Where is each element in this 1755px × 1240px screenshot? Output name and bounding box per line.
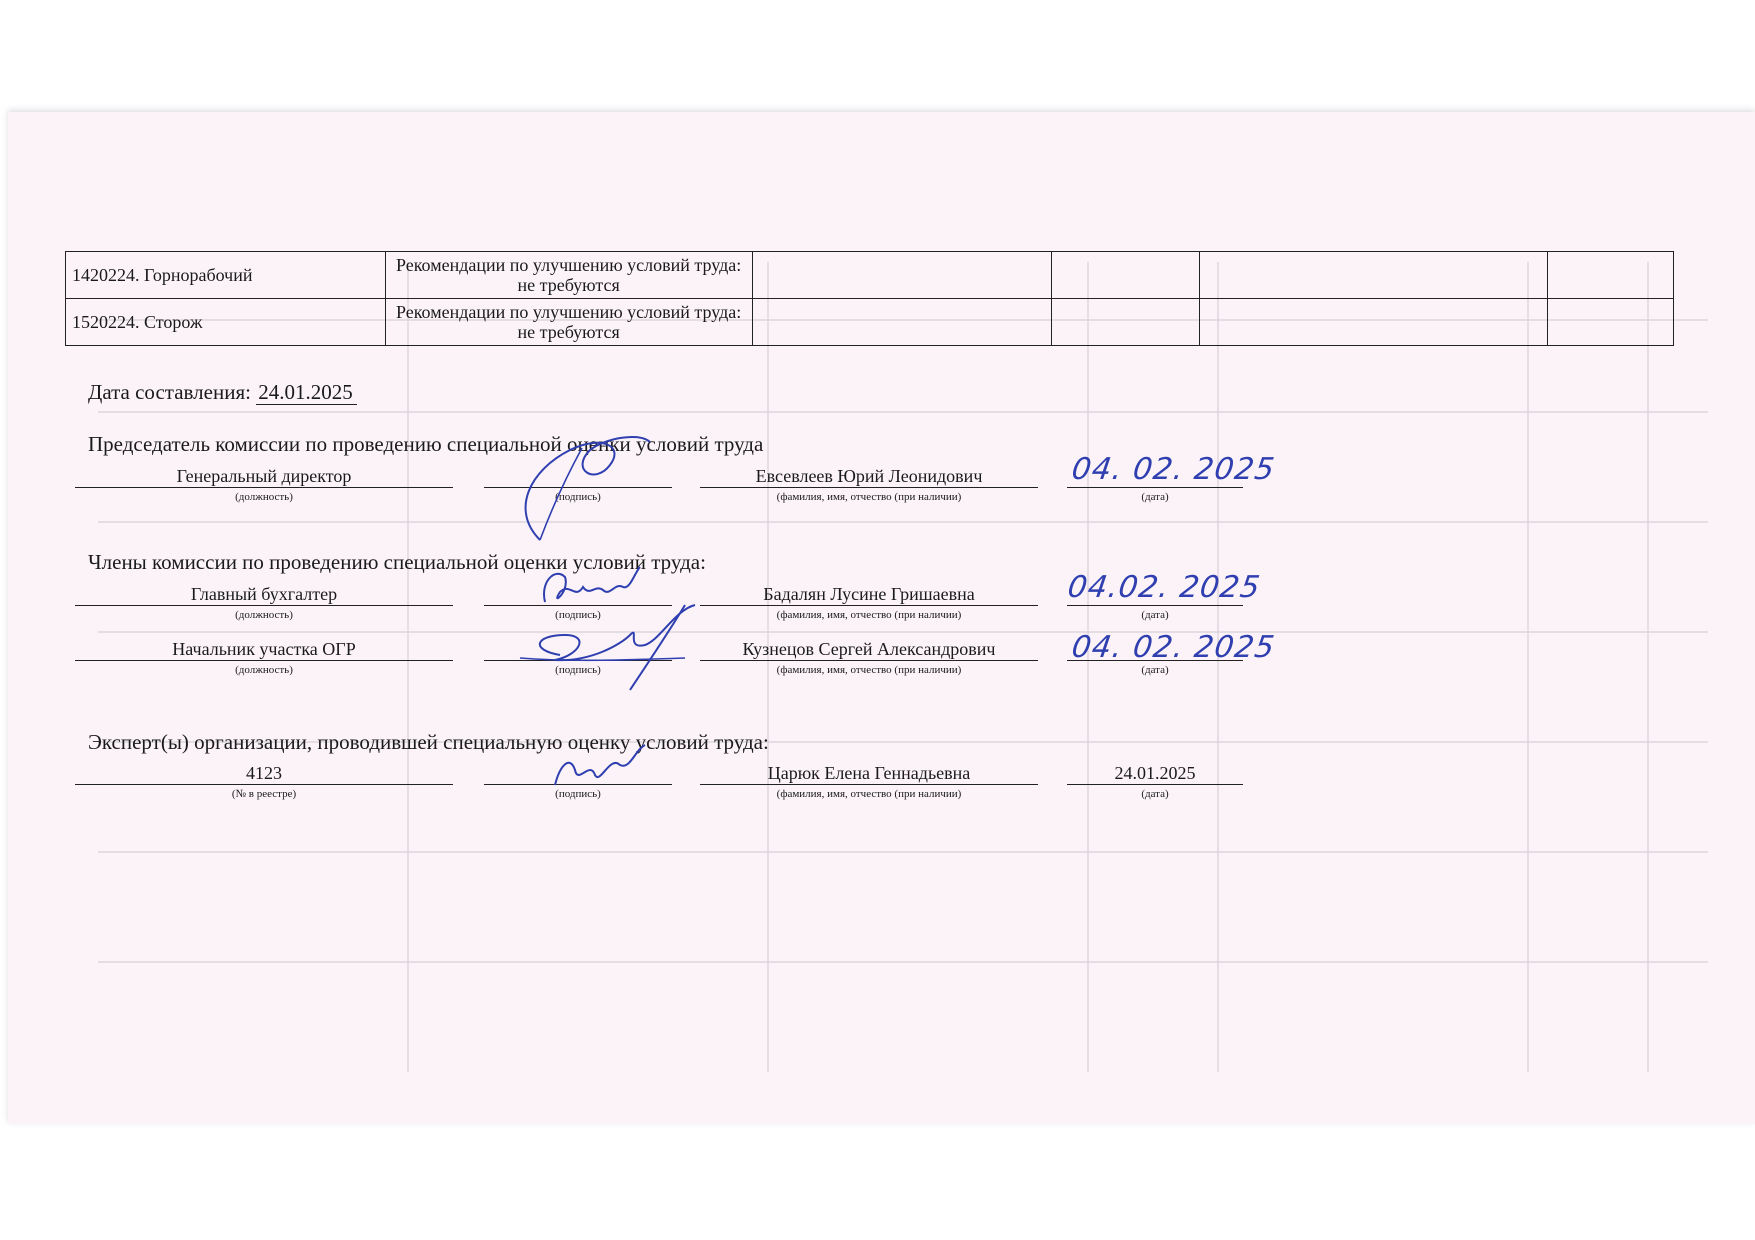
- caption-date: (дата): [1141, 788, 1169, 800]
- expert-signature-icon: [540, 740, 650, 800]
- caption-position: (должность): [235, 491, 293, 503]
- expert-heading: Эксперт(ы) организации, проводившей специальную оценку условий труда:: [88, 730, 769, 754]
- recommendation-text: Рекомендации по улучшению условий труда: не требуются: [385, 252, 752, 299]
- member1-position: Главный бухгалтер: [75, 583, 453, 606]
- caption-fio: (фамилия, имя, отчество (при наличии): [776, 788, 962, 800]
- caption-signature: (подпись): [555, 491, 601, 503]
- member2-position: Начальник участка ОГР: [75, 638, 453, 661]
- member2-name-field: [700, 638, 1038, 676]
- chairman-position: Генеральный директор: [75, 465, 453, 488]
- table-row: [66, 299, 1674, 346]
- caption-signature: (подпись): [555, 609, 601, 621]
- date-compiled-value: 24.01.2025: [256, 380, 357, 405]
- workplace-name: 1520224. Сторож: [66, 299, 386, 346]
- empty-cell: [1548, 252, 1674, 299]
- chairman-name-field: [700, 465, 1038, 503]
- member1-position-field: [75, 583, 453, 621]
- empty-cell: [1199, 299, 1547, 346]
- chairman-handwritten-date: 04. 02. 2025: [1069, 452, 1278, 487]
- expert-date: 24.01.2025: [1067, 762, 1243, 785]
- member1-full-name: Бадалян Лусине Гришаевна: [700, 583, 1038, 606]
- caption-fio: (фамилия, имя, отчество (при наличии): [776, 609, 962, 621]
- caption-signature: (подпись): [555, 788, 601, 800]
- chairman-position-field: [75, 465, 453, 503]
- chairman-signature-icon: [500, 430, 660, 545]
- member2-handwritten-date: 04. 02. 2025: [1069, 630, 1278, 665]
- expert-name-field: [700, 762, 1038, 800]
- expert-date-field: [1067, 762, 1243, 800]
- recommendation-text: Рекомендации по улучшению условий труда: не требуются: [385, 299, 752, 346]
- date-compiled: [88, 380, 357, 405]
- caption-date: (дата): [1141, 609, 1169, 621]
- empty-cell: [1548, 299, 1674, 346]
- caption-date: (дата): [1141, 491, 1169, 503]
- empty-cell: [752, 299, 1051, 346]
- member2-position-field: [75, 638, 453, 676]
- expert-registry-number: 4123: [75, 762, 453, 785]
- caption-position: (должность): [235, 664, 293, 676]
- member2-signature-icon: [510, 600, 700, 695]
- chairman-full-name: Евсевлеев Юрий Леонидович: [700, 465, 1038, 488]
- date-compiled-label: Дата составления:: [88, 380, 251, 404]
- member1-handwritten-date: 04.02. 2025: [1065, 570, 1263, 605]
- caption-signature: (подпись): [555, 664, 601, 676]
- member2-full-name: Кузнецов Сергей Александрович: [700, 638, 1038, 661]
- members-heading: Члены комиссии по проведению специальной оценки условий труда:: [88, 550, 706, 574]
- expert-registry-field: [75, 762, 453, 800]
- empty-cell: [1051, 252, 1199, 299]
- caption-registry: (№ в реестре): [231, 788, 297, 800]
- workplace-name: 1420224. Горнорабочий: [66, 252, 386, 299]
- member1-name-field: [700, 583, 1038, 621]
- caption-fio: (фамилия, имя, отчество (при наличии): [776, 491, 962, 503]
- expert-full-name: Царюк Елена Геннадьевна: [700, 762, 1038, 785]
- caption-position: (должность): [235, 609, 293, 621]
- recommendations-table: [65, 251, 1674, 346]
- chairman-heading: Председатель комиссии по проведению специальной оценки условий труда: [88, 432, 764, 456]
- table-row: [66, 252, 1674, 299]
- empty-cell: [1199, 252, 1547, 299]
- empty-cell: [752, 252, 1051, 299]
- caption-date: (дата): [1141, 664, 1169, 676]
- empty-cell: [1051, 299, 1199, 346]
- caption-fio: (фамилия, имя, отчество (при наличии): [776, 664, 962, 676]
